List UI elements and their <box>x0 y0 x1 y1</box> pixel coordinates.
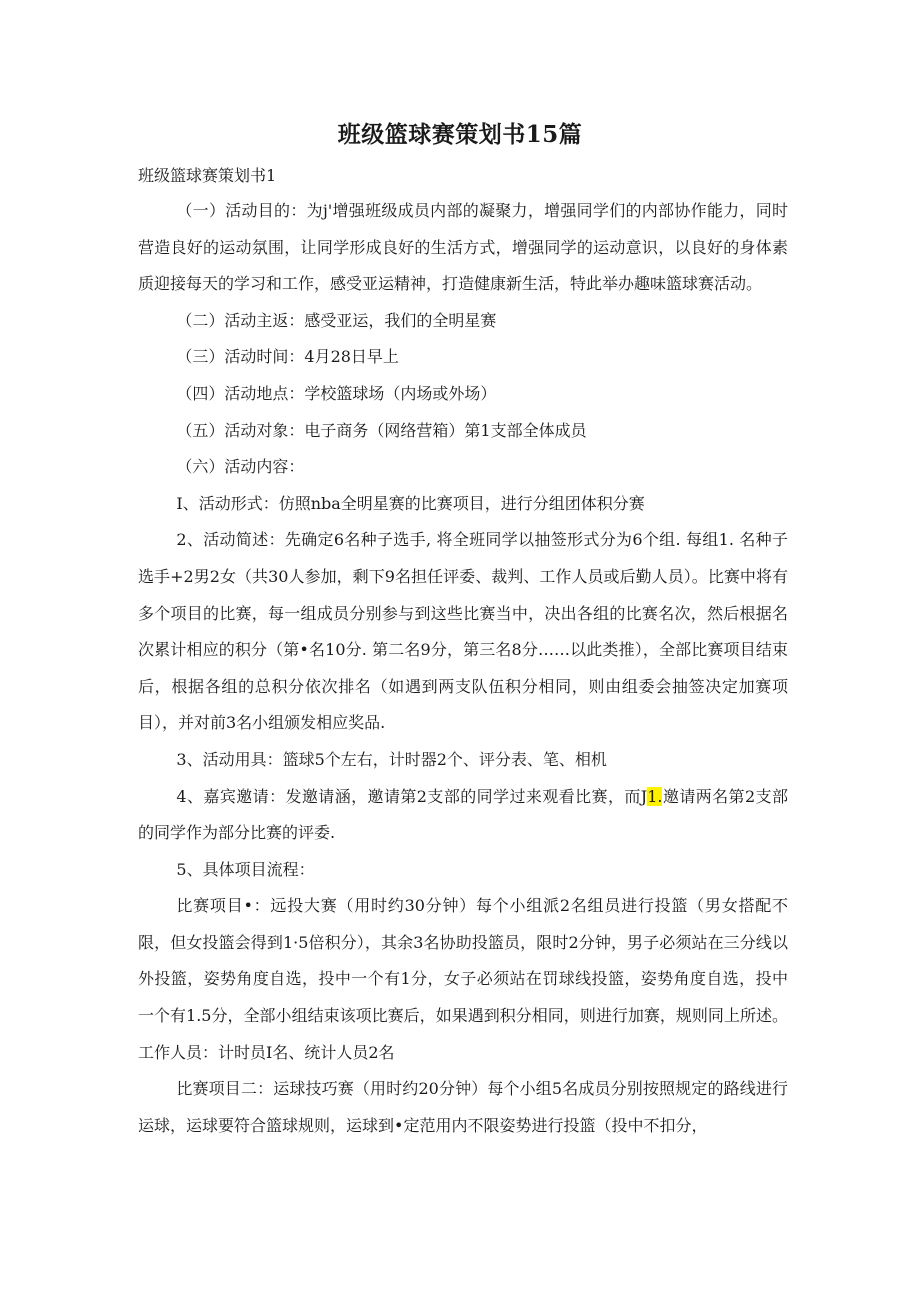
paragraph-activity-form: I、活动形式：仿照nba全明星赛的比赛项目，进行分组团体积分赛 <box>176 493 645 513</box>
document-title: 班级篮球赛策划书15篇 <box>337 121 583 148</box>
document-subtitle: 班级篮球赛策划书1 <box>138 166 277 185</box>
paragraph-event-two: 比赛项目二：运球技巧赛（用时约20分钟）每个小组5名成员分别按照规定的路线进行运球，运球要符合篮球规则，运球到•定范用内不限姿势进行投篮（投中不扣分， <box>138 1079 788 1135</box>
paragraph-event-one: 比赛项目•：远投大赛（用时约30分钟）每个小组派2名组员进行投篮（男女搭配不限，但女投篮会得到1·5倍积分），其余3名协助投篮员，限时2分钟，男子必须站在三分线以外投篮，姿势角度自选，投中一个有1分，女子必须站在罚球线投篮，姿势角度自选，投中一个有1.5分，全部小组结束该项比赛后，如果遇到积分相同，则进行加赛，规则同上所述。工作人员：计时员I名、统计人员2名 <box>138 896 788 1062</box>
invite-text-after: 邀请两名第2支部的同学作为部分比赛的评委. <box>138 786 788 843</box>
paragraph-audience: （五）活动对象：电子商务（网络营箱）第1支部全体成员 <box>176 420 587 440</box>
document-body <box>138 193 788 1144</box>
invite-text-before: 4、嘉宾邀请：发邀请涵，邀请第2支部的同学过来观看比赛，而J <box>176 786 648 806</box>
paragraph-time: （三）活动时间：4月28日早上 <box>176 347 399 367</box>
paragraph-guest-invitation <box>138 779 788 852</box>
paragraph-content-heading: （六）活动内容： <box>176 457 305 477</box>
paragraph-process-heading: 5、具体项目流程： <box>176 859 315 879</box>
paragraph-purpose: （一）活动目的：为j'增强班级成员内部的凝聚力，增强同学们的内部协作能力，同时营造良好的运动氛围，让同学形成良好的生活方式，增强同学的运动意识，以良好的身体素质迎接每天的学习和工作，感受亚运精神，打造健康新生活，特此举办趣味篮球赛活动。 <box>138 201 788 294</box>
paragraph-equipment: 3、活动用具：篮球5个左右，计时器2个、评分表、笔、相机 <box>176 749 607 769</box>
paragraph-theme: （二）活动主返：感受亚运，我们的全明星赛 <box>176 310 497 330</box>
paragraph-activity-summary: 2、活动简述：先确定6名种子选手, 将全班同学以抽签形式分为6个组. 每组1. 名种子选手+2男2女（共30人参加，剩下9名担任评委、裁判、工作人员或后勤人员）。比赛中将有多个项目的比赛，每一组成员分别参与到这些比赛当中，决出各组的比赛名次，然后根据名次累计相应的积分（第•名10分. 第二名9分，第三名8分……以此类推），全部比赛项目结束后，根据各组的总积分依次排名（如遇到两支队伍积分相同，则由组委会抽签决定加赛项目），并对前3名小组颁发相应奖品. <box>138 530 788 733</box>
paragraph-location: （四）活动地点：学校篮球场（内场或外场） <box>176 383 497 403</box>
highlighted-text: 1. <box>647 786 663 806</box>
